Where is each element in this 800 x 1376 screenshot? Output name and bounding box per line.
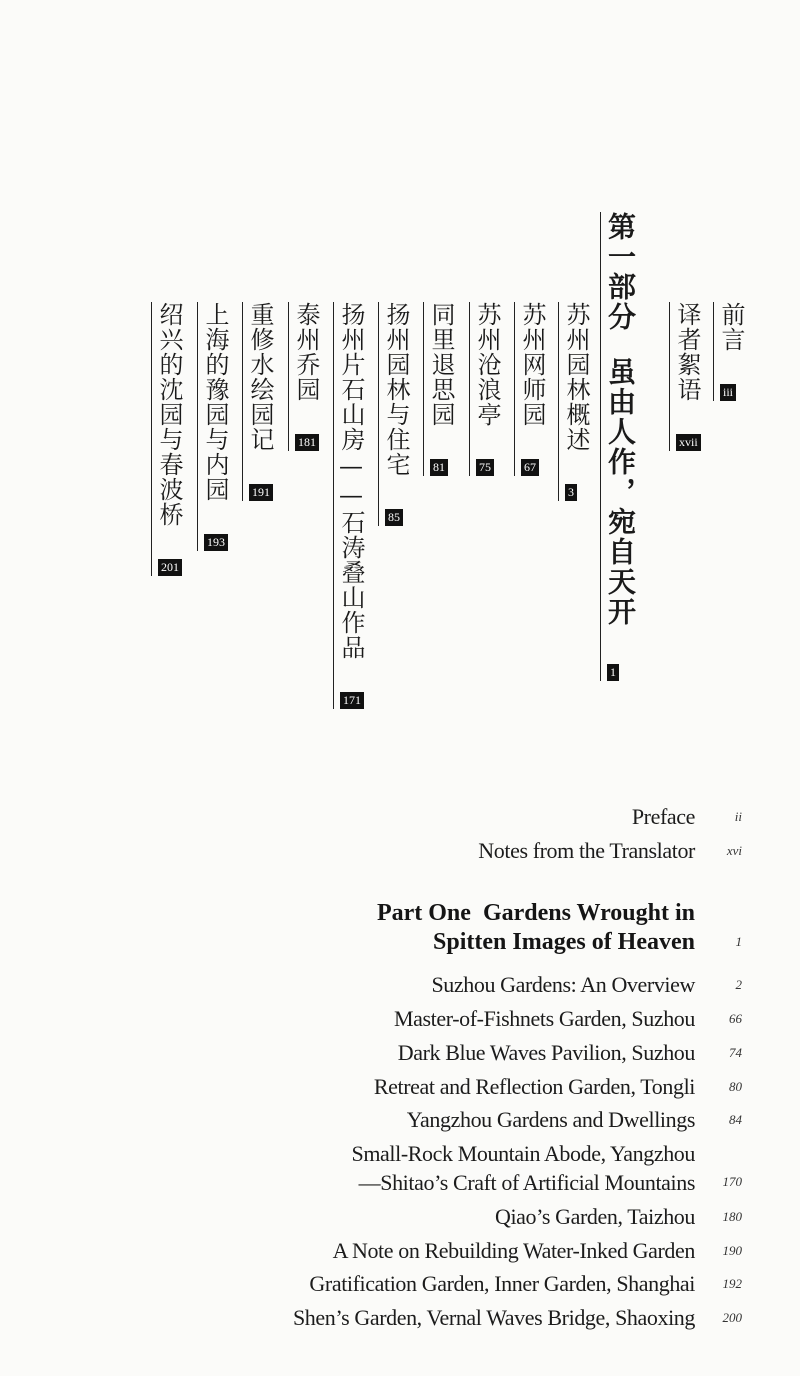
en-part-title-line xyxy=(377,899,695,928)
cn-entry-title: 苏州沧浪亭 xyxy=(473,302,501,427)
en-toc-entry xyxy=(0,1038,800,1068)
cn-page-number: 181 xyxy=(295,434,319,451)
cn-page-number: 81 xyxy=(430,459,448,476)
cn-entry-title: 扬州园林与住宅 xyxy=(382,302,410,477)
en-page-number: 180 xyxy=(722,1209,742,1224)
en-entry-title: Preface xyxy=(631,804,695,829)
cn-page-number: iii xyxy=(720,384,736,401)
en-page-number: 2 xyxy=(735,977,742,992)
en-entry-title: Retreat and Reflection Garden, Tongli xyxy=(373,1074,695,1099)
cn-page-number: 67 xyxy=(521,459,539,476)
en-toc-entry xyxy=(0,970,800,1000)
en-entry-title: Suzhou Gardens: An Overview xyxy=(431,972,695,997)
en-entry-title: Qiao’s Garden, Taizhou xyxy=(494,1204,695,1229)
cn-toc-entry xyxy=(288,302,319,451)
en-toc-entry xyxy=(0,802,800,832)
en-entry-title: Yangzhou Gardens and Dwellings xyxy=(406,1107,695,1132)
cn-toc-entry xyxy=(713,302,744,401)
en-page-number: 192 xyxy=(722,1276,742,1291)
cn-page-number: 191 xyxy=(249,484,273,501)
cn-toc-entry xyxy=(423,302,454,476)
cn-toc-entry xyxy=(378,302,409,526)
cn-toc-entry xyxy=(197,302,228,551)
en-page-number: 200 xyxy=(722,1310,742,1325)
cn-part-title: 虽由人作，宛自天开 xyxy=(604,357,637,627)
cn-entry-title: 泰州乔园 xyxy=(292,302,320,402)
en-page-number: 190 xyxy=(722,1243,742,1258)
en-part-title-text: Gardens Wrought in xyxy=(482,900,695,926)
cn-page-number: 3 xyxy=(565,484,577,501)
cn-part-heading xyxy=(600,212,636,681)
cn-page-number: 171 xyxy=(340,692,364,709)
en-part-title xyxy=(377,899,695,957)
cn-entry-title: 上海的豫园与内园 xyxy=(201,302,229,502)
en-toc-entry xyxy=(0,1105,800,1135)
en-entry-title: Master-of-Fishnets Garden, Suzhou xyxy=(393,1006,695,1031)
cn-toc-entry xyxy=(469,302,500,476)
en-toc-entry xyxy=(0,1236,800,1266)
cn-entry-title: 译者絮语 xyxy=(673,302,701,402)
en-toc-entry xyxy=(0,1269,800,1299)
cn-entry-title: 扬州片石山房——石涛叠山作品 xyxy=(337,302,365,660)
en-page-number: 80 xyxy=(729,1079,742,1094)
en-page-number: 84 xyxy=(729,1112,742,1127)
en-page-number: 66 xyxy=(729,1011,742,1026)
en-part-heading xyxy=(0,899,800,957)
en-entry-title: Gratification Garden, Inner Garden, Shanghai xyxy=(309,1271,695,1296)
cn-entry-title: 苏州网师园 xyxy=(518,302,546,427)
cn-entry-title: 同里退思园 xyxy=(427,302,455,427)
cn-entry-title: 重修水绘园记 xyxy=(246,302,274,452)
en-page-number: xvi xyxy=(726,843,742,858)
cn-page-number: xvii xyxy=(676,434,701,451)
en-entry-title: Shen’s Garden, Vernal Waves Bridge, Shaoxing xyxy=(292,1305,695,1330)
en-toc-entry xyxy=(0,836,800,866)
en-entry-title: A Note on Rebuilding Water-Inked Garden xyxy=(332,1238,695,1263)
en-toc-entry xyxy=(0,1004,800,1034)
cn-part-label: 第一部分 xyxy=(604,212,637,332)
cn-toc-entry xyxy=(151,302,182,576)
en-entry-title-line: —Shitao’s Craft of Artificial Mountains xyxy=(358,1170,695,1195)
en-entry-title-line: Small-Rock Mountain Abode, Yangzhou xyxy=(351,1141,695,1166)
en-entry-title: Dark Blue Waves Pavilion, Suzhou xyxy=(397,1040,695,1065)
en-toc-entry xyxy=(0,1139,800,1197)
cn-toc-entry xyxy=(558,302,589,501)
en-toc-entry xyxy=(0,1202,800,1232)
en-page-number: 170 xyxy=(722,1174,742,1189)
cn-entry-title: 绍兴的沈园与春波桥 xyxy=(155,302,183,527)
cn-entry-title: 苏州园林概述 xyxy=(562,302,590,452)
cn-page-number: 75 xyxy=(476,459,494,476)
en-entry-title xyxy=(352,1139,696,1197)
cn-entry-title: 前言 xyxy=(717,302,745,352)
en-part-title-line: Spitten Images of Heaven xyxy=(433,929,695,955)
en-page-number: 74 xyxy=(729,1045,742,1060)
en-toc-entry xyxy=(0,1072,800,1102)
cn-page-number: 85 xyxy=(385,509,403,526)
cn-toc-entry xyxy=(242,302,273,501)
cn-toc-entry xyxy=(514,302,545,476)
cn-toc-entry xyxy=(333,302,364,709)
en-entry-title: Notes from the Translator xyxy=(478,838,695,863)
cn-toc-entry xyxy=(669,302,701,451)
cn-page-number: 1 xyxy=(607,664,619,681)
cn-page-number: 193 xyxy=(204,534,228,551)
en-page-number: 1 xyxy=(735,934,742,949)
en-part-label: Part One xyxy=(376,900,471,926)
cn-page-number: 201 xyxy=(158,559,182,576)
en-toc-entry xyxy=(0,1303,800,1333)
en-page-number: ii xyxy=(734,809,742,824)
